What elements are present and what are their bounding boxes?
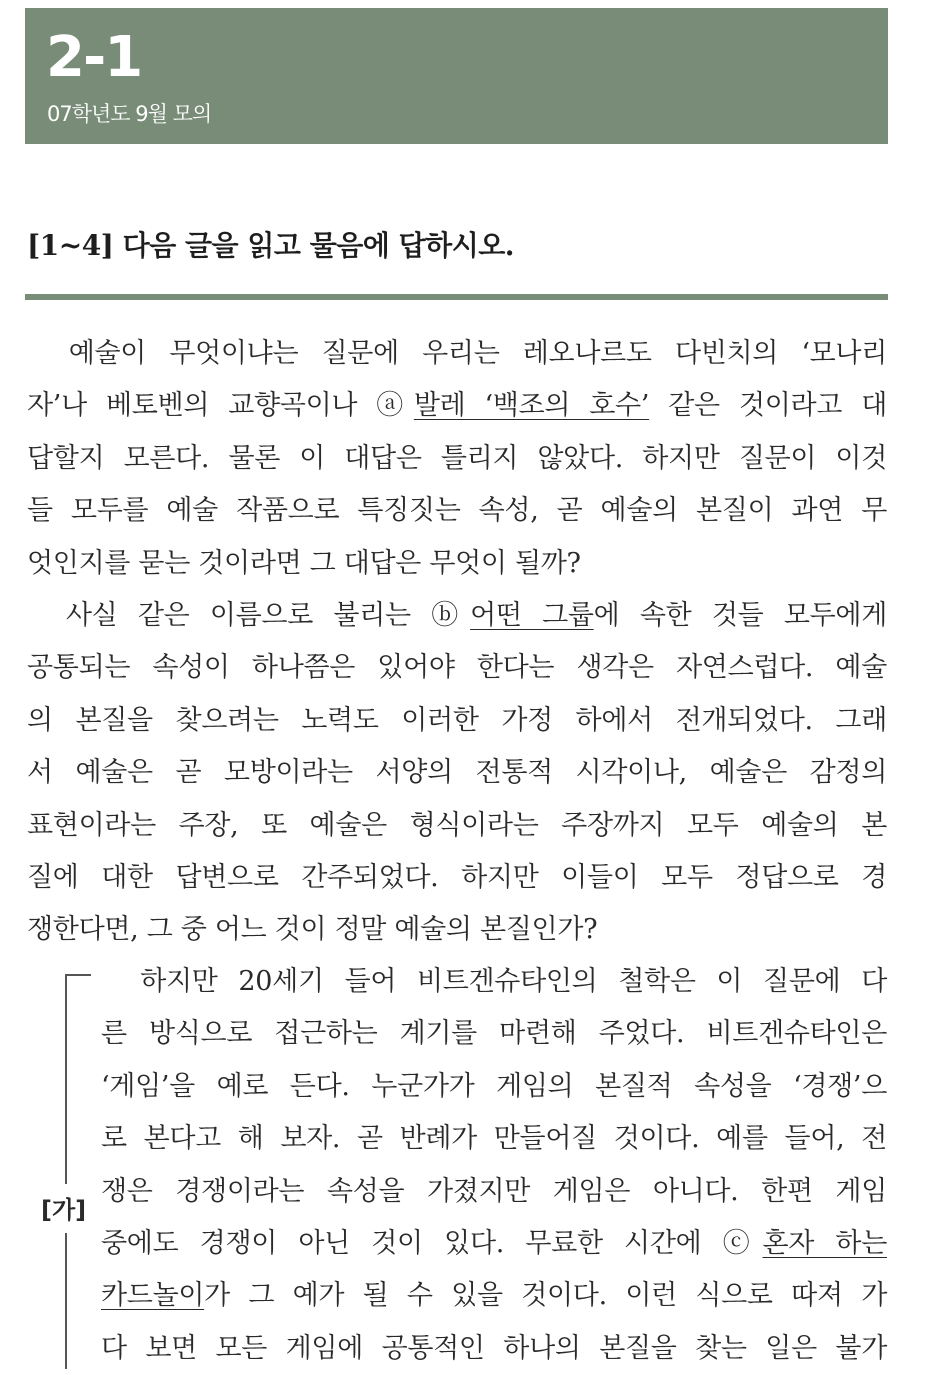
text-line: 표현이라는 주장, 또 예술은 형식이라는 주장까지 모두 예술의 본	[27, 809, 887, 841]
text-line: 답할지 모른다. 물론 이 대답은 틀리지 않았다. 하지만 질문이 이것	[27, 442, 887, 474]
text-line: 질에 대한 답변으로 간주되었다. 하지만 이들이 모두 정답으로 경	[27, 861, 887, 893]
passage-paragraph-2	[27, 590, 887, 957]
divider-rule	[25, 294, 888, 300]
text-segment: 가 그 예가 될 수 있을 것이다. 이런 식으로 따져 가	[204, 1280, 887, 1312]
text-line: 엇인지를 묻는 것이라면 그 대답은 무엇이 될까?	[27, 547, 581, 579]
section-number: 2-1	[46, 25, 142, 90]
text-line: 다 보면 모든 게임에 공통적인 하나의 본질을 찾는 일은 불가	[101, 1332, 887, 1364]
text-line: 하지만 20세기 들어 비트겐슈타인의 철학은 이 질문에 다	[101, 966, 887, 997]
question-instruction: [1~4] 다음 글을 읽고 물음에 답하시오.	[27, 229, 515, 262]
text-line: 공통되는 속성이 하나쯤은 있어야 한다는 생각은 자연스럽다. 예술	[27, 652, 887, 684]
text-line: 들 모두를 예술 작품으로 특징짓는 속성, 곧 예술의 본질이 과연 무	[27, 495, 887, 527]
text-segment: 중에도 경쟁이 아닌 것이 있다. 무료한 시간에 ⓒ	[101, 1227, 763, 1259]
text-line: 른 방식으로 접근하는 계기를 마련해 주었다. 비트겐슈타인은	[101, 1018, 887, 1050]
text-line: 쟁한다면, 그 중 어느 것이 정말 예술의 본질인가?	[27, 914, 598, 946]
underlined-phrase: 카드놀이	[101, 1280, 205, 1312]
text-line	[101, 1218, 887, 1270]
text-segment: 자’나 베토벤의 교향곡이나 ⓐ	[27, 390, 414, 422]
text-line	[101, 1270, 887, 1322]
section-banner	[25, 8, 888, 144]
text-segment: 에 속한 것들 모두에게	[593, 600, 887, 631]
text-line	[27, 590, 887, 642]
text-line: 서 예술은 곧 모방이라는 서양의 전통적 시각이나, 예술은 감정의	[27, 757, 887, 789]
text-line	[27, 380, 887, 432]
bracket-vertical-line-lower	[65, 1233, 67, 1369]
bracket-vertical-line	[65, 974, 67, 1184]
exam-source: 07학년도 9월 모의	[47, 102, 212, 126]
bracket-top-line	[65, 974, 91, 976]
text-segment: 사실 같은 이름으로 불리는 ⓑ	[27, 600, 471, 631]
text-line: 예술이 무엇이냐는 질문에 우리는 레오나르도 다빈치의 ‘모나리	[27, 338, 887, 369]
underlined-phrase: 발레 ‘백조의 호수’	[413, 390, 650, 422]
text-line: 쟁은 경쟁이라는 속성을 가졌지만 게임은 아니다. 한편 게임	[101, 1175, 887, 1207]
text-segment: 같은 것이라고 대	[649, 390, 888, 422]
text-line: ‘게임’을 예로 든다. 누군가가 게임의 본질적 속성을 ‘경쟁’으	[101, 1070, 887, 1102]
passage-paragraph-1	[27, 328, 887, 590]
text-line: 의 본질을 찾으려는 노력도 이러한 가정 하에서 전개되었다. 그래	[27, 704, 887, 736]
underlined-phrase: 혼자 하는	[762, 1227, 887, 1259]
underlined-phrase: 어떤 그룹	[470, 600, 594, 631]
section-ga-label: [가]	[41, 1196, 87, 1224]
passage-section-ga	[101, 956, 887, 1375]
text-line: 로 본다고 해 보자. 곧 반례가 만들어질 것이다. 예를 들어, 전	[101, 1123, 887, 1155]
